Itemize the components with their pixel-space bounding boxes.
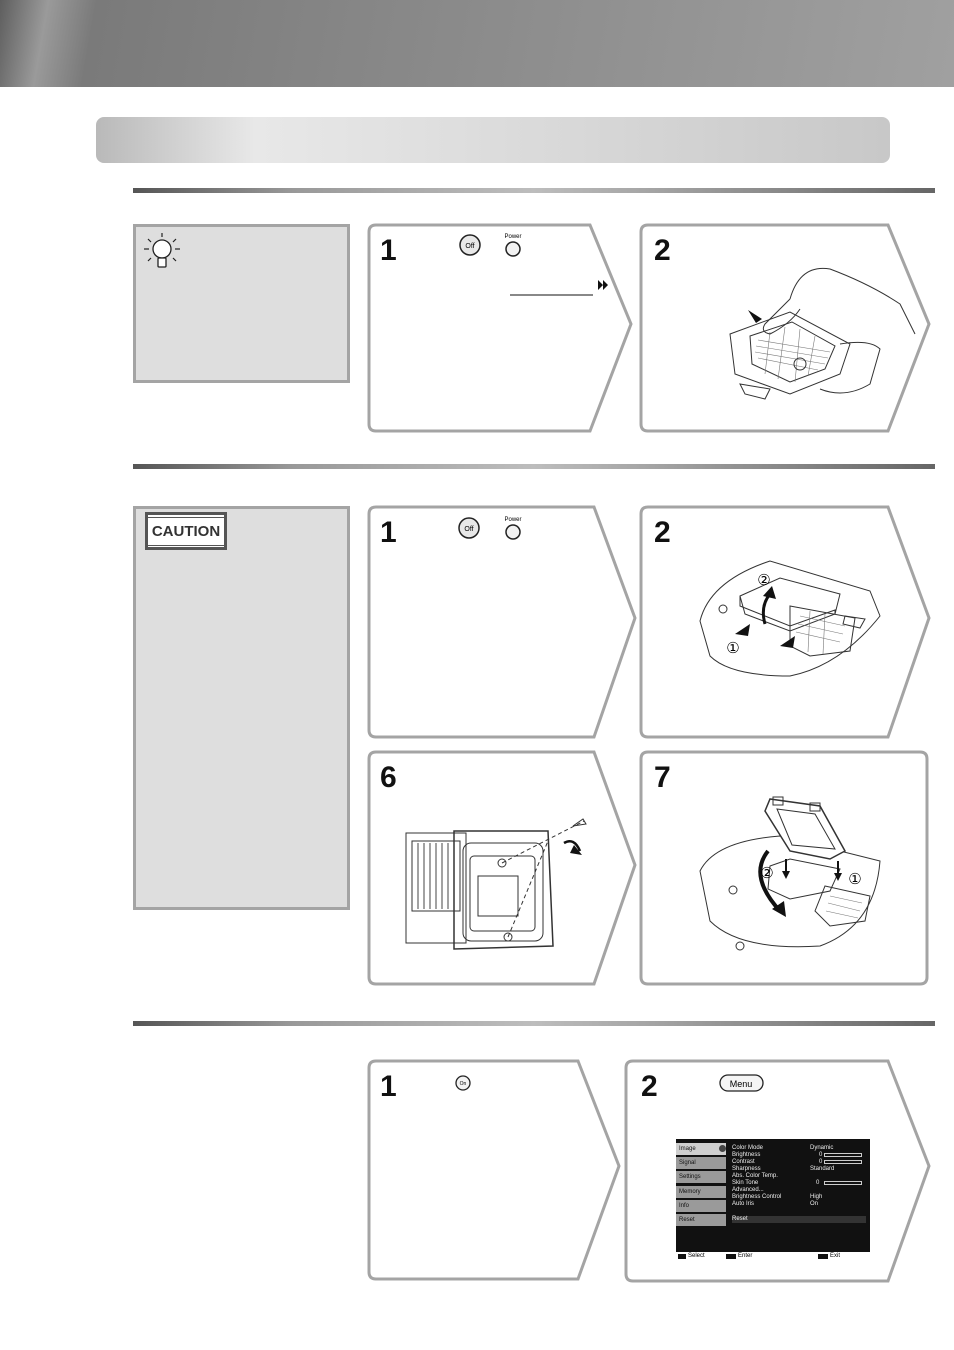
chapter-header-bar	[0, 0, 954, 87]
step-number: 2	[654, 516, 671, 549]
callout-1: ①	[726, 639, 740, 657]
step-number: 1	[380, 234, 397, 267]
step-number: 1	[380, 516, 397, 549]
section-title-bar	[96, 117, 890, 163]
menu-tab-memory: Memory	[676, 1186, 726, 1198]
power-label: Power	[504, 517, 522, 523]
step-card-s1-2	[640, 224, 932, 434]
tip-panel	[133, 224, 350, 383]
step-number: 7	[654, 761, 671, 794]
on-button-icon	[456, 1076, 470, 1090]
menu-tab-signal: Signal	[676, 1157, 726, 1169]
footer-select: Select	[688, 1253, 705, 1259]
step-number: 6	[380, 761, 397, 794]
step-card-s3-1	[368, 1060, 622, 1282]
section-divider-2	[133, 464, 935, 469]
menu-tab-reset: Reset	[676, 1214, 726, 1226]
menu-row: Brightness Control High	[732, 1194, 823, 1200]
selected-tab-icon	[719, 1145, 726, 1152]
menu-row: Sharpness Standard	[732, 1166, 835, 1172]
step-card-s2-6	[368, 751, 638, 987]
menu-row: Reset	[732, 1216, 866, 1223]
menu-button-icon	[720, 1075, 763, 1091]
caution-badge	[145, 512, 227, 550]
callout-1: ①	[848, 870, 862, 888]
off-button-icon	[459, 518, 479, 538]
callout-2: ②	[757, 571, 771, 589]
menu-row: Skin Tone 0	[732, 1180, 866, 1187]
menu-row: Auto Iris On	[732, 1201, 819, 1207]
lightbulb-icon	[140, 231, 180, 275]
step-number: 2	[641, 1070, 658, 1103]
section-divider-1	[133, 188, 935, 193]
step-card-s2-7	[640, 751, 930, 987]
menu-footer	[676, 1252, 870, 1261]
section-divider-3	[133, 1021, 935, 1026]
menu-row: Color Mode Dynamic	[732, 1145, 834, 1151]
menu-row: Abs. Color Temp.	[732, 1173, 778, 1179]
caution-panel	[133, 506, 350, 910]
power-button-icon	[506, 242, 520, 256]
step-card-s1-1	[368, 224, 634, 434]
menu-tab-settings: Settings	[676, 1171, 726, 1183]
menu-tab-info: Info	[676, 1200, 726, 1212]
projector-menu-screen	[676, 1139, 870, 1261]
caution-label: CAUTION	[147, 517, 225, 546]
svg-text:On: On	[459, 1081, 467, 1087]
power-button-icon	[506, 525, 520, 539]
menu-row: Contrast 0	[732, 1159, 866, 1166]
svg-text:Off: Off	[464, 526, 474, 533]
select-key-icon	[678, 1254, 686, 1259]
callout-2: ②	[760, 864, 774, 882]
footer-enter: Enter	[738, 1253, 753, 1259]
menu-row: Advanced...	[732, 1187, 764, 1193]
footer-exit: Exit	[830, 1253, 841, 1259]
menu-tab-image: Image	[676, 1143, 726, 1155]
step-card-s2-2	[640, 506, 932, 740]
power-label: Power	[504, 234, 522, 240]
exit-key-icon	[818, 1254, 828, 1259]
step-card-s2-1	[368, 506, 638, 740]
svg-text:Off: Off	[465, 243, 475, 250]
step-number: 1	[380, 1070, 397, 1103]
menu-row: Brightness 0	[732, 1152, 866, 1159]
svg-text:Menu: Menu	[729, 1079, 753, 1089]
off-button-icon	[460, 235, 480, 255]
enter-key-icon	[726, 1254, 736, 1259]
step-number: 2	[654, 234, 671, 267]
